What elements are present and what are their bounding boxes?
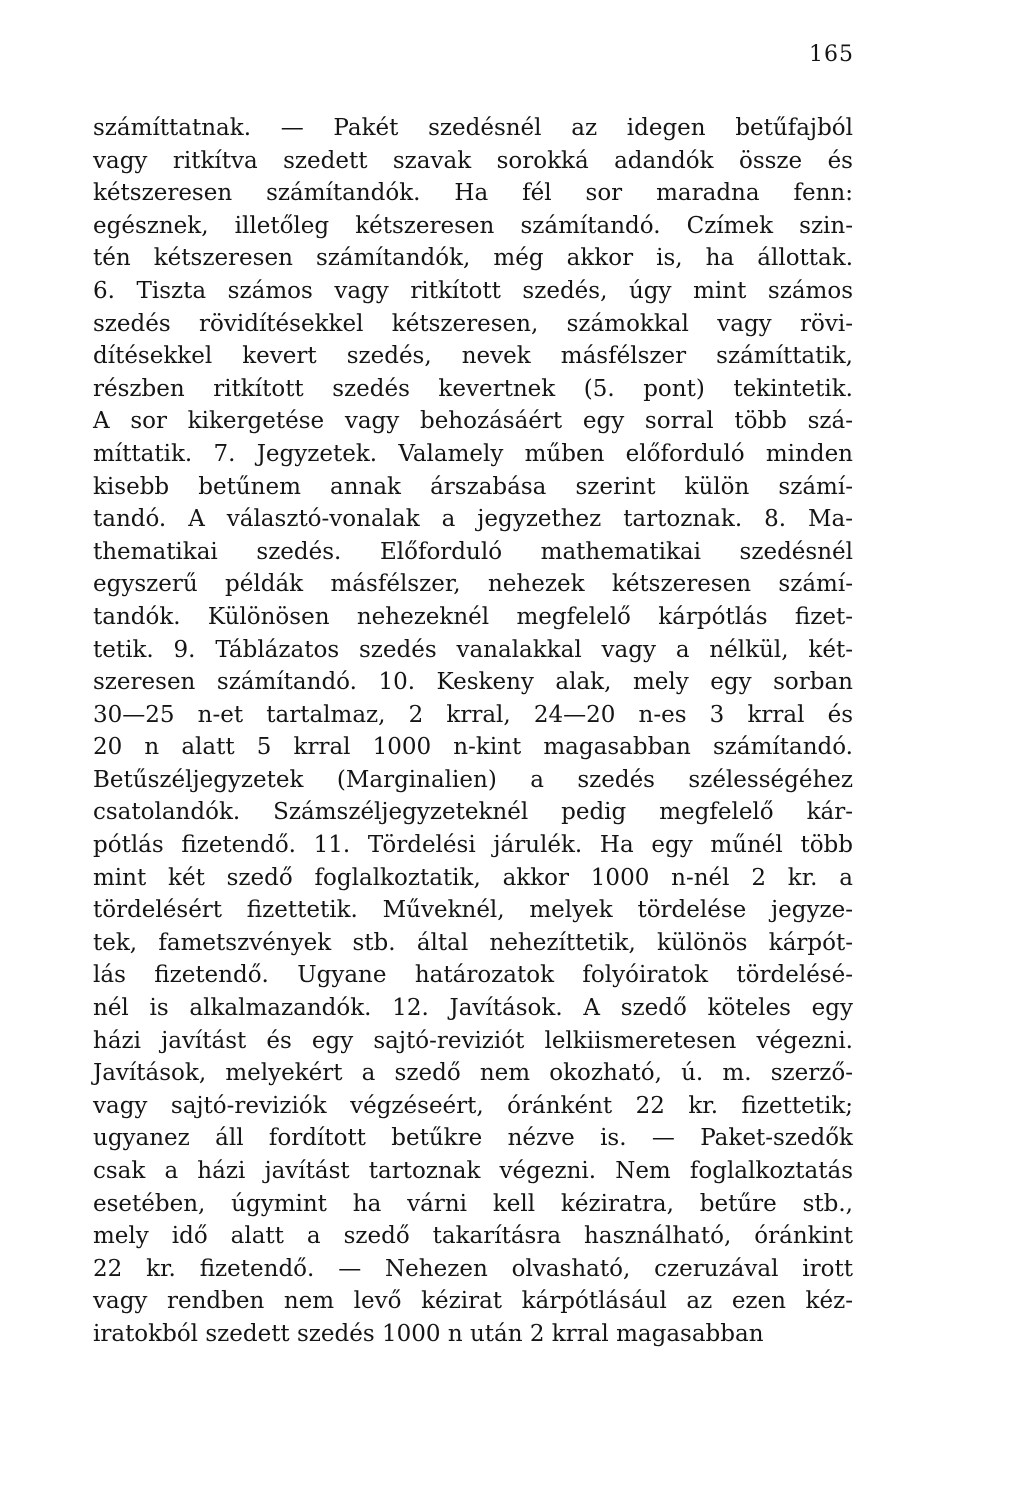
text-line: pótlás fizetendő. 11. Tördelési járulék. Ha egy műnél több <box>93 832 853 859</box>
text-line: ugyanez áll fordított betűkre nézve is. — Paket-szedők <box>93 1125 853 1152</box>
text-line: Betűszéljegyzetek (Marginalien) a szedés szélességéhez <box>93 766 853 793</box>
text-line: csak a házi javítást tartoznak végezni. Nem foglalkoztatás <box>93 1158 853 1184</box>
text-line: szedés rövidítésekkel kétszeresen, számokkal vagy rövi- <box>93 310 853 337</box>
text-line: mely idő alatt a szedő takarításra használható, óránkint <box>93 1223 853 1250</box>
text-line: szeresen számítandó. 10. Keskeny alak, mely egy sorban <box>93 669 853 696</box>
text-line: nél is alkalmazandók. 12. Javítások. A szedő köteles egy <box>93 995 853 1022</box>
text-line: kétszeresen számítandók. Ha fél sor maradna fenn: <box>93 180 853 207</box>
text-line: míttatik. 7. Jegyzetek. Valamely műben előforduló minden <box>93 440 853 467</box>
text-line: thematikai szedés. Előforduló mathematikai szedésnél <box>93 538 853 565</box>
text-line: 22 kr. fizetendő. — Nehezen olvasható, czeruzával irott <box>93 1255 853 1282</box>
text-line: vagy rendben nem levő kézirat kárpótlásául az ezen kéz- <box>93 1288 853 1315</box>
text-line: kisebb betűnem annak árszabása szerint külön számí- <box>93 473 853 500</box>
text-line: egésznek, illetőleg kétszeresen számítandó. Czímek szin- <box>93 212 853 239</box>
text-line: iratokból szedett szedés 1000 n után 2 krral magasabban <box>93 1320 764 1347</box>
text-line: 6. Tiszta számos vagy ritkított szedés, úgy mint számos <box>93 277 853 304</box>
text-line: vagy sajtó-reviziók végzéseért, óránként 22 kr. fizettetik; <box>93 1092 853 1119</box>
text-line: lás fizetendő. Ugyane határozatok folyóiratok tördelésé- <box>93 962 853 989</box>
text-line: tek, fametszvények stb. által nehezíttetik, különös kárpót- <box>93 929 853 956</box>
body-text <box>93 112 853 1351</box>
text-line: 20 n alatt 5 krral 1000 n-kint magasabban számítandó. <box>93 734 853 761</box>
text-line: tetik. 9. Táblázatos szedés vanalakkal vagy a nélkül, két- <box>93 636 853 663</box>
text-line: tandó. A választó-vonalak a jegyzethez tartoznak. 8. Ma- <box>93 506 853 533</box>
text-line: egyszerű példák másfélszer, nehezek kétszeresen számí- <box>93 571 853 598</box>
text-line: A sor kikergetése vagy behozásáért egy sorral több szá- <box>93 408 853 435</box>
text-line: Javítások, melyekért a szedő nem okozható, ú. m. szerző- <box>93 1060 853 1087</box>
text-line: dítésekkel kevert szedés, nevek másfélszer számíttatik, <box>93 343 853 370</box>
text-line: tördelésért fizettetik. Műveknél, melyek tördelése jegyze- <box>93 897 853 924</box>
text-line: csatolandók. Számszéljegyzeteknél pedig megfelelő kár- <box>93 799 853 826</box>
text-line: számíttatnak. — Pakét szedésnél az idegen betűfajból <box>93 115 853 141</box>
text-line: mint két szedő foglalkoztatik, akkor 1000 n-nél 2 kr. a <box>93 864 853 891</box>
text-line: vagy ritkítva szedett szavak sorokká adandók össze és <box>93 147 853 174</box>
text-line: esetében, úgymint ha várni kell kéziratra, betűre stb., <box>93 1190 853 1217</box>
page-number: 165 <box>809 42 854 67</box>
text-line: tandók. Különösen nehezeknél megfelelő kárpótlás fizet- <box>93 603 853 630</box>
text-line: 30—25 n-et tartalmaz, 2 krral, 24—20 n-es 3 krral és <box>93 701 853 728</box>
text-line: részben ritkított szedés kevertnek (5. pont) tekintetik. <box>93 375 853 402</box>
text-line: tén kétszeresen számítandók, még akkor is, ha állottak. <box>93 245 853 272</box>
text-line: házi javítást és egy sajtó-reviziót lelkiismeretesen végezni. <box>93 1027 853 1054</box>
